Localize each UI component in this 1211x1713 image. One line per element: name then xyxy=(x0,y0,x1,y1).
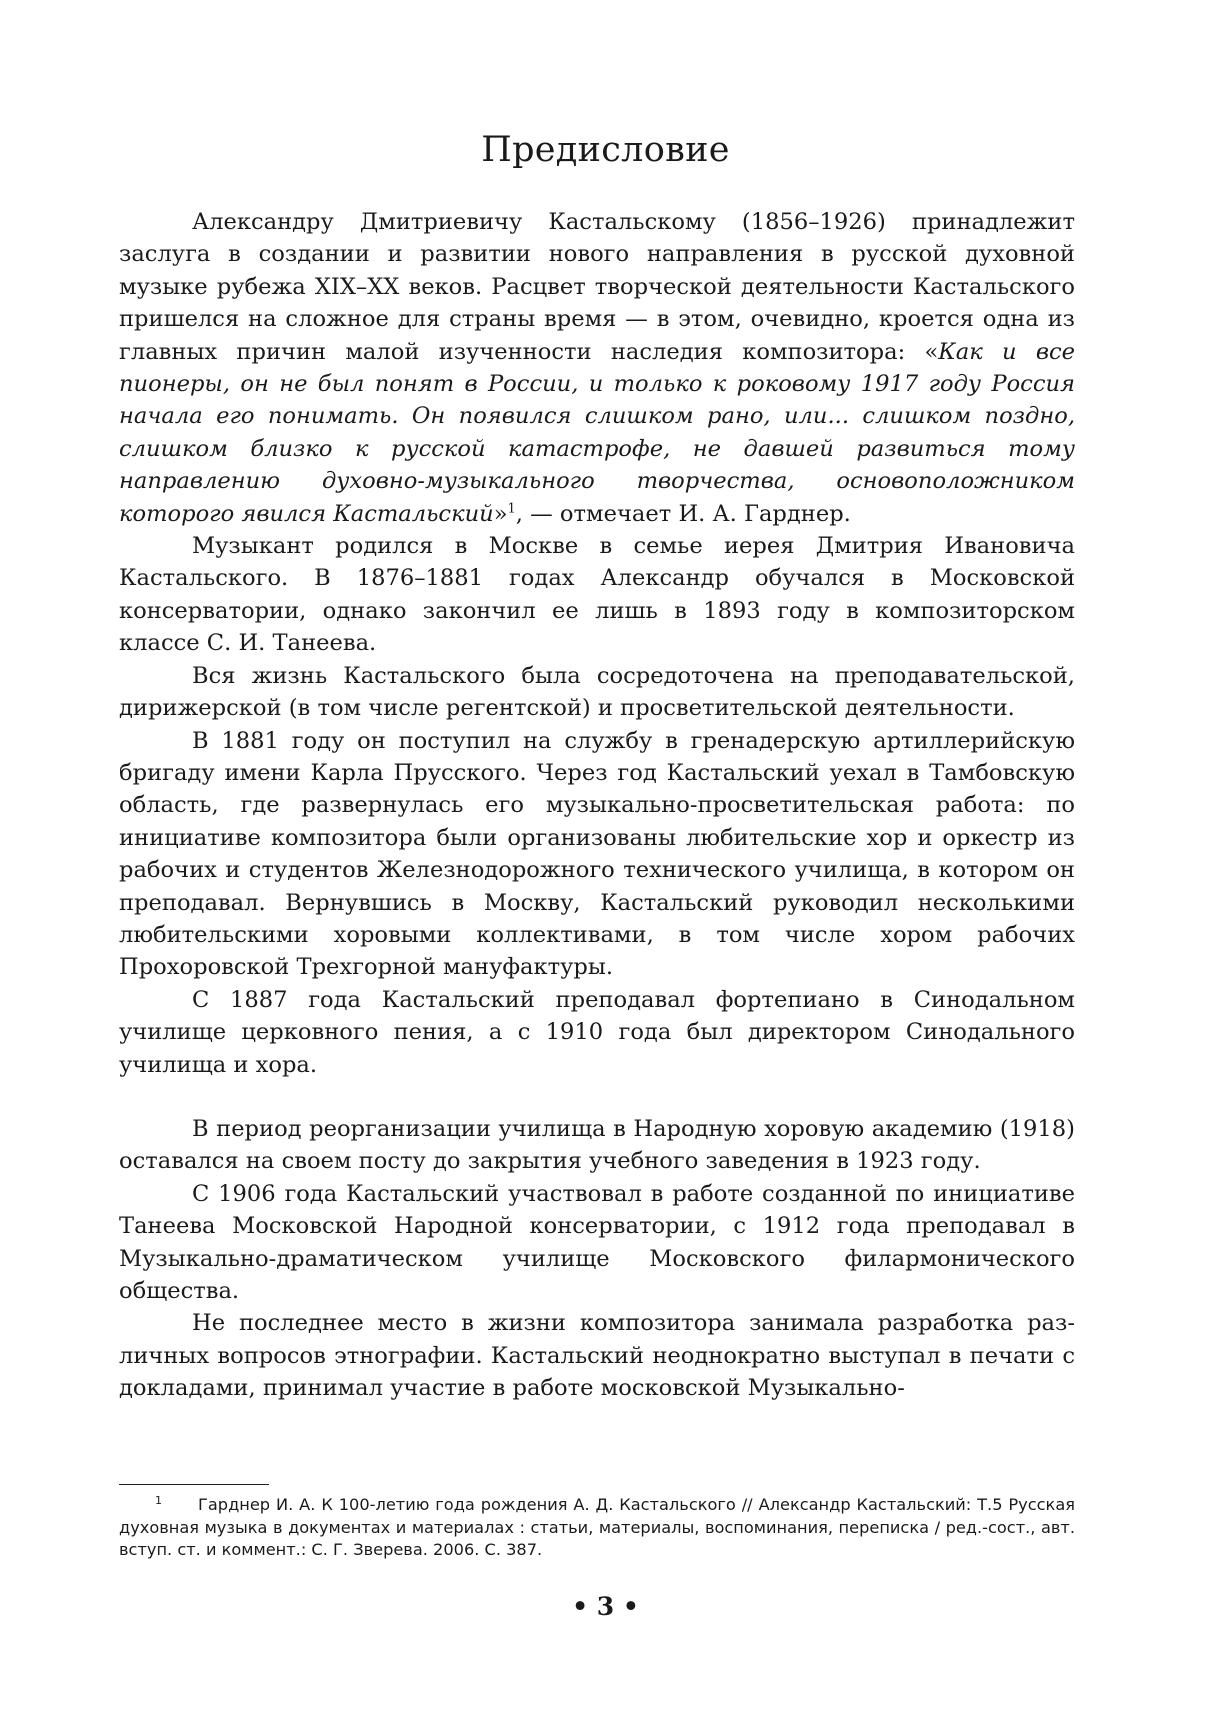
paragraph-1-outro: , — отмечает И. А. Гарднер. xyxy=(515,500,851,527)
gardner-quote: Как и все пионеры, он не был понят в России, и только к роковому 1917 году Россия начала его понимать. Он появился слишком рано, или... слишком поздно, слишком близко к русской катастрофе, не давшей развиться тому направлению духовно-музыкального творчества, основоположником которого явился Кастальский xyxy=(119,338,1075,527)
body-text xyxy=(119,206,1075,1405)
paragraph-1 xyxy=(119,206,1075,530)
paragraph-2: Музыкант родился в Москве в семье иерея Дмитрия Ивановича Кастальского. В 1876–1881 годах Александр обучался в Московской консерватории, однако закончил ее лишь в 1893 году в композиторском классе С. И. Танеева. xyxy=(119,533,1075,657)
paragraph-8: Не последнее место в жизни композитора занимала разработка различных вопросов этнографии. Кастальский неоднократно выступал в печати с докладами, принимал участие в работе московской Музыкально- xyxy=(119,1310,1075,1402)
paragraph-5: С 1887 года Кастальский преподавал фортепиано в Синодальном училище церковного пения, а с 1910 года был директором Синодального училища и хора. xyxy=(119,986,1075,1078)
footnote-number: 1 xyxy=(155,1493,162,1507)
paragraph-7: С 1906 года Кастальский участвовал в работе созданной по инициативе Танеева Московской Народной консерватории, с 1912 года преподавал в Музыкально-драматическом училище Московского филармонического общества. xyxy=(119,1180,1075,1304)
paragraph-6: В период реорганизации училища в Народную хоровую академию (1918) оставался на своем посту до закрытия учебного заведения в 1923 году. xyxy=(119,1115,1075,1175)
paragraph-1-intro: Александру Дмитриевичу Кастальскому (1856–1926) принадлежит заслуга в создании и развитии нового направления в русской духовной музыке рубежа XIX–XX веков. Расцвет творческой деятельности Кастальского пришелся на сложное для страны время — в этом, очевидно, кроется одна из главных причин малой изученности наследия композитора: « xyxy=(119,209,1075,365)
footnote-text: Гарднер И. А. К 100-летию года рождения А. Д. Кастальского // Александр Кастальский: Т.5 Русская духовная музыка в документах и материалах : статьи, материалы, воспоминания, переписка / ред.-сост., авт. вступ. ст. и коммент.: С. Г. Зверева. 2006. С. 387. xyxy=(119,1495,1075,1559)
paragraph-3: Вся жизнь Кастальского была сосредоточена на преподавательской, дирижерской (в том числе регентской) и просветительской деятельности. xyxy=(119,662,1075,722)
footnote-divider xyxy=(119,1484,269,1485)
footnote-reference[interactable]: 1 xyxy=(507,501,516,517)
quote-close-mark: » xyxy=(493,500,508,527)
page-title: Предисловие xyxy=(481,130,730,170)
footnote xyxy=(119,1494,1075,1562)
page-number: • 3 • xyxy=(572,1592,639,1621)
paragraph-4: В 1881 году он поступил на службу в гренадерскую артиллерийскую бригаду имени Карла Прусского. Через год Кастальский уехал в Тамбовскую область, где развернулась его музыкально-просветительская работа: по инициативе композитора были организованы любительские хор и оркестр из рабочих и студентов Железнодорожного технического училища, в котором он преподавал. Вернувшись в Москву, Кастальский руководил несколькими любительскими хоровыми коллективами, в том числе хором рабочих Прохоровской Трехгорной мануфактуры. xyxy=(119,727,1075,981)
